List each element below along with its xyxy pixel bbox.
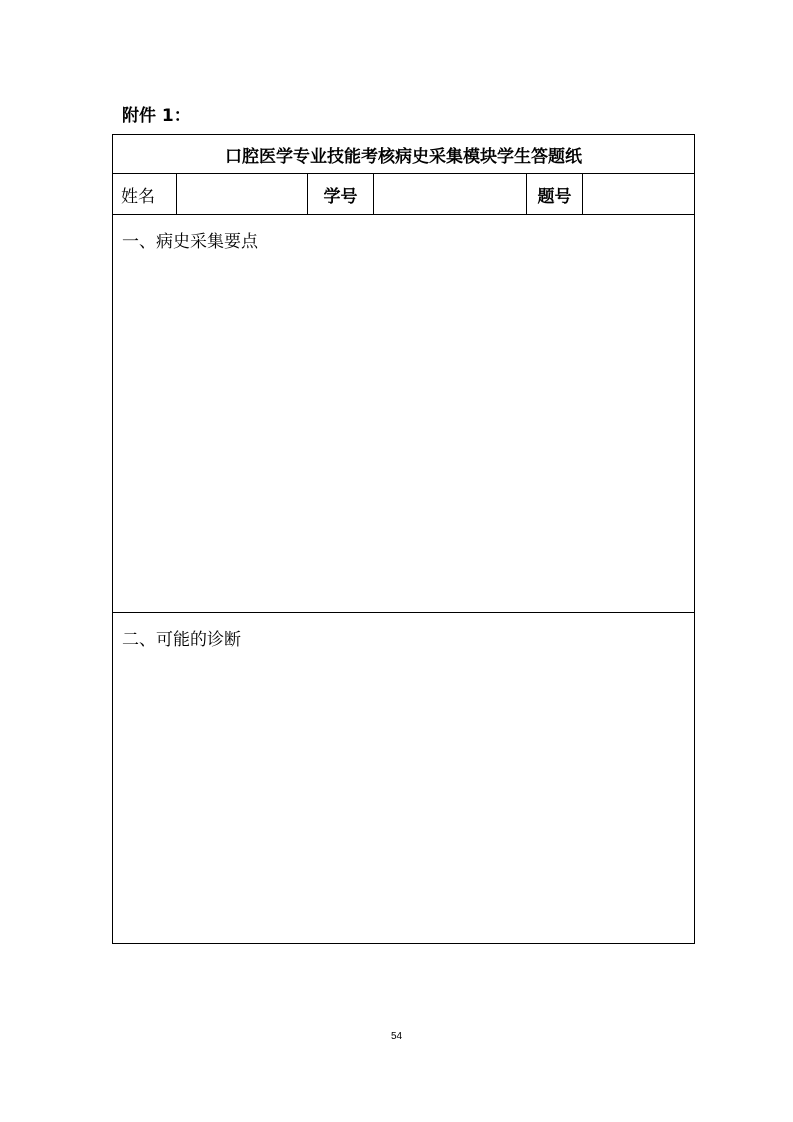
student-id-label: 学号: [307, 174, 373, 214]
form-title-row: [113, 135, 694, 174]
name-label: 姓名: [121, 186, 155, 207]
history-key-points-answer-area[interactable]: [122, 261, 685, 603]
name-field[interactable]: [176, 174, 307, 214]
possible-diagnosis-answer-area[interactable]: [122, 659, 685, 934]
student-info-row: [113, 174, 694, 215]
question-number-field[interactable]: [582, 174, 694, 214]
possible-diagnosis-section: [113, 613, 694, 943]
history-key-points-section: [113, 215, 694, 613]
history-key-points-heading: 一、病史采集要点: [122, 232, 258, 252]
possible-diagnosis-heading: 二、可能的诊断: [122, 630, 241, 650]
attachment-label: 附件 1：: [122, 106, 191, 126]
student-id-field[interactable]: [373, 174, 526, 214]
page-number: 54: [390, 1031, 403, 1042]
question-number-label: 题号: [526, 174, 582, 214]
answer-sheet-table: [112, 134, 695, 944]
form-title: 口腔医学专业技能考核病史采集模块学生答题纸: [225, 146, 582, 167]
